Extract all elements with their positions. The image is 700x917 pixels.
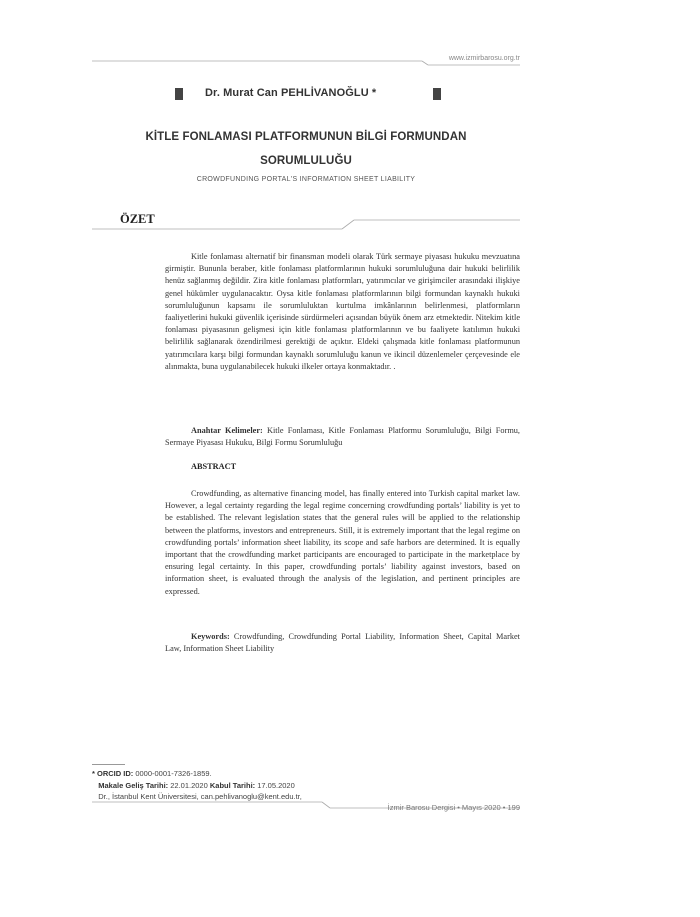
site-url: www.izmirbarosu.org.tr: [448, 55, 520, 62]
ozet-keywords-text: Kitle Fonlaması, Kitle Fonlaması Platformu Sorumluluğu, Bilgi Formu, Sermaye Piyasası Hukuku, Bilgi Formu Sorumluluğu: [165, 426, 521, 448]
ozet-keywords-paragraph: [165, 425, 520, 449]
orcid-value: 0000-0001-7326-1859.: [133, 769, 212, 778]
ozet-rule: [92, 215, 520, 233]
article-title-line-2: SORUMLULUĞU: [260, 155, 352, 167]
footnote-rule: [92, 764, 125, 765]
journal-footer: İzmir Barosu Dergisi • Mayıs 2020 • 199: [387, 803, 520, 812]
ozet-body: [165, 251, 520, 373]
article-title-line-1: KİTLE FONLAMASI PLATFORMUNUN BİLGİ FORMUNDAN: [145, 131, 467, 143]
abstract-heading: ABSTRACT: [191, 462, 237, 471]
abstract-paragraph: Crowdfunding, as alternative financing model, has finally entered into Turkish capital market law. However, a legal certainty regarding the legal regime concerning crowdfunding portals’ liability is yet to be established. The relevant legislation states that the general rules will be applied to the relationship between the platforms, investors and entrepreneurs. Still, it is extremely important that the legal regime on crowdfunding portals’ information sheet liability, its scope and safe harbors are determined. It is equally important that the crowdfunding market participants are encouraged to participate in the marketplace by ensuring legal certainty. In this paper, crowdfunding portals’ liability against investors, based on information sheet, is evaluated through the analysis of the legislation, and pertinent principles are expressed.: [165, 489, 520, 596]
footnote-orcid: [92, 768, 512, 780]
received-label: Makale Geliş Tarihi:: [98, 780, 169, 790]
abstract-keywords-label: Keywords:: [191, 632, 230, 641]
abstract-keywords-text: Crowdfunding, Crowdfunding Portal Liability, Information Sheet, Capital Market Law, Information Sheet Liability: [165, 632, 520, 654]
footnote-dates: [92, 780, 512, 792]
abstract-keywords: [165, 631, 520, 655]
ozet-heading: ÖZET: [120, 212, 155, 226]
left-marker-block: [175, 88, 183, 100]
article-title-english: CROWDFUNDING PORTAL'S INFORMATION SHEET LIABILITY: [196, 176, 416, 183]
accepted-value: 17.05.2020: [255, 780, 295, 790]
ozet-paragraph: Kitle fonlaması alternatif bir finansman modeli olarak Türk sermaye piyasası hukuku mevzuatına girmiştir. Bununla beraber, kitle fonlaması platformlarının hukuki sorumluluğuna dair hukuki belirlilik henüz sağlanmış değildir. Zira kitle fonlaması platformları, yatırımcılar ve girişimciler arasındaki ilişkiye genel hükümler uygulanacaktır. Oysa kitle fonlaması platformlarının bilgi formundan kaynaklı hukuki sorumluluğunun kapsamı ile sorumluluktan kurtulma imkânlarının belirlenmesi, platformların faaliyetlerini hukuki güvenlik içerisinde sürdürmeleri açısından büyük önem arz etmektedir. Nitekim kitle fonlaması piyasasının gelişmesi için kitle fonlaması platformlarının ve bu faaliyete katılımın hukuki belirlilik sağlanarak özendirilmesi gerektiği de açıktır. Eldeki çalışmada kitle fonlaması platformunun yatırımcılara karşı bilgi formundan kaynaklı sorumluluğu kanun ve ikincil düzenlemeler çerçevesinde ele alınmakta, buna uygulanabilecek hukuki ilkeler ortaya konmaktadır. .: [165, 252, 520, 371]
ozet-keywords-label: Anahtar Kelimeler:: [191, 426, 263, 435]
header-rule-line: [92, 58, 520, 66]
right-marker-block: [433, 88, 441, 100]
orcid-label: * ORCID ID:: [92, 769, 134, 778]
received-value: 22.01.2020: [168, 780, 210, 790]
ozet-rule-line: [92, 215, 520, 233]
accepted-label: Kabul Tarihi:: [209, 780, 256, 790]
abstract-keywords-paragraph: [165, 631, 520, 655]
abstract-body: [165, 488, 520, 598]
article-title: [92, 125, 520, 173]
ozet-keywords: [165, 425, 520, 449]
affiliation-text: Dr., İstanbul Kent Üniversitesi, can.pehlivanoglu@kent.edu.tr,: [98, 792, 302, 801]
author-name: Dr. Murat Can PEHLİVANOĞLU *: [205, 87, 377, 99]
author-row: [175, 88, 443, 102]
